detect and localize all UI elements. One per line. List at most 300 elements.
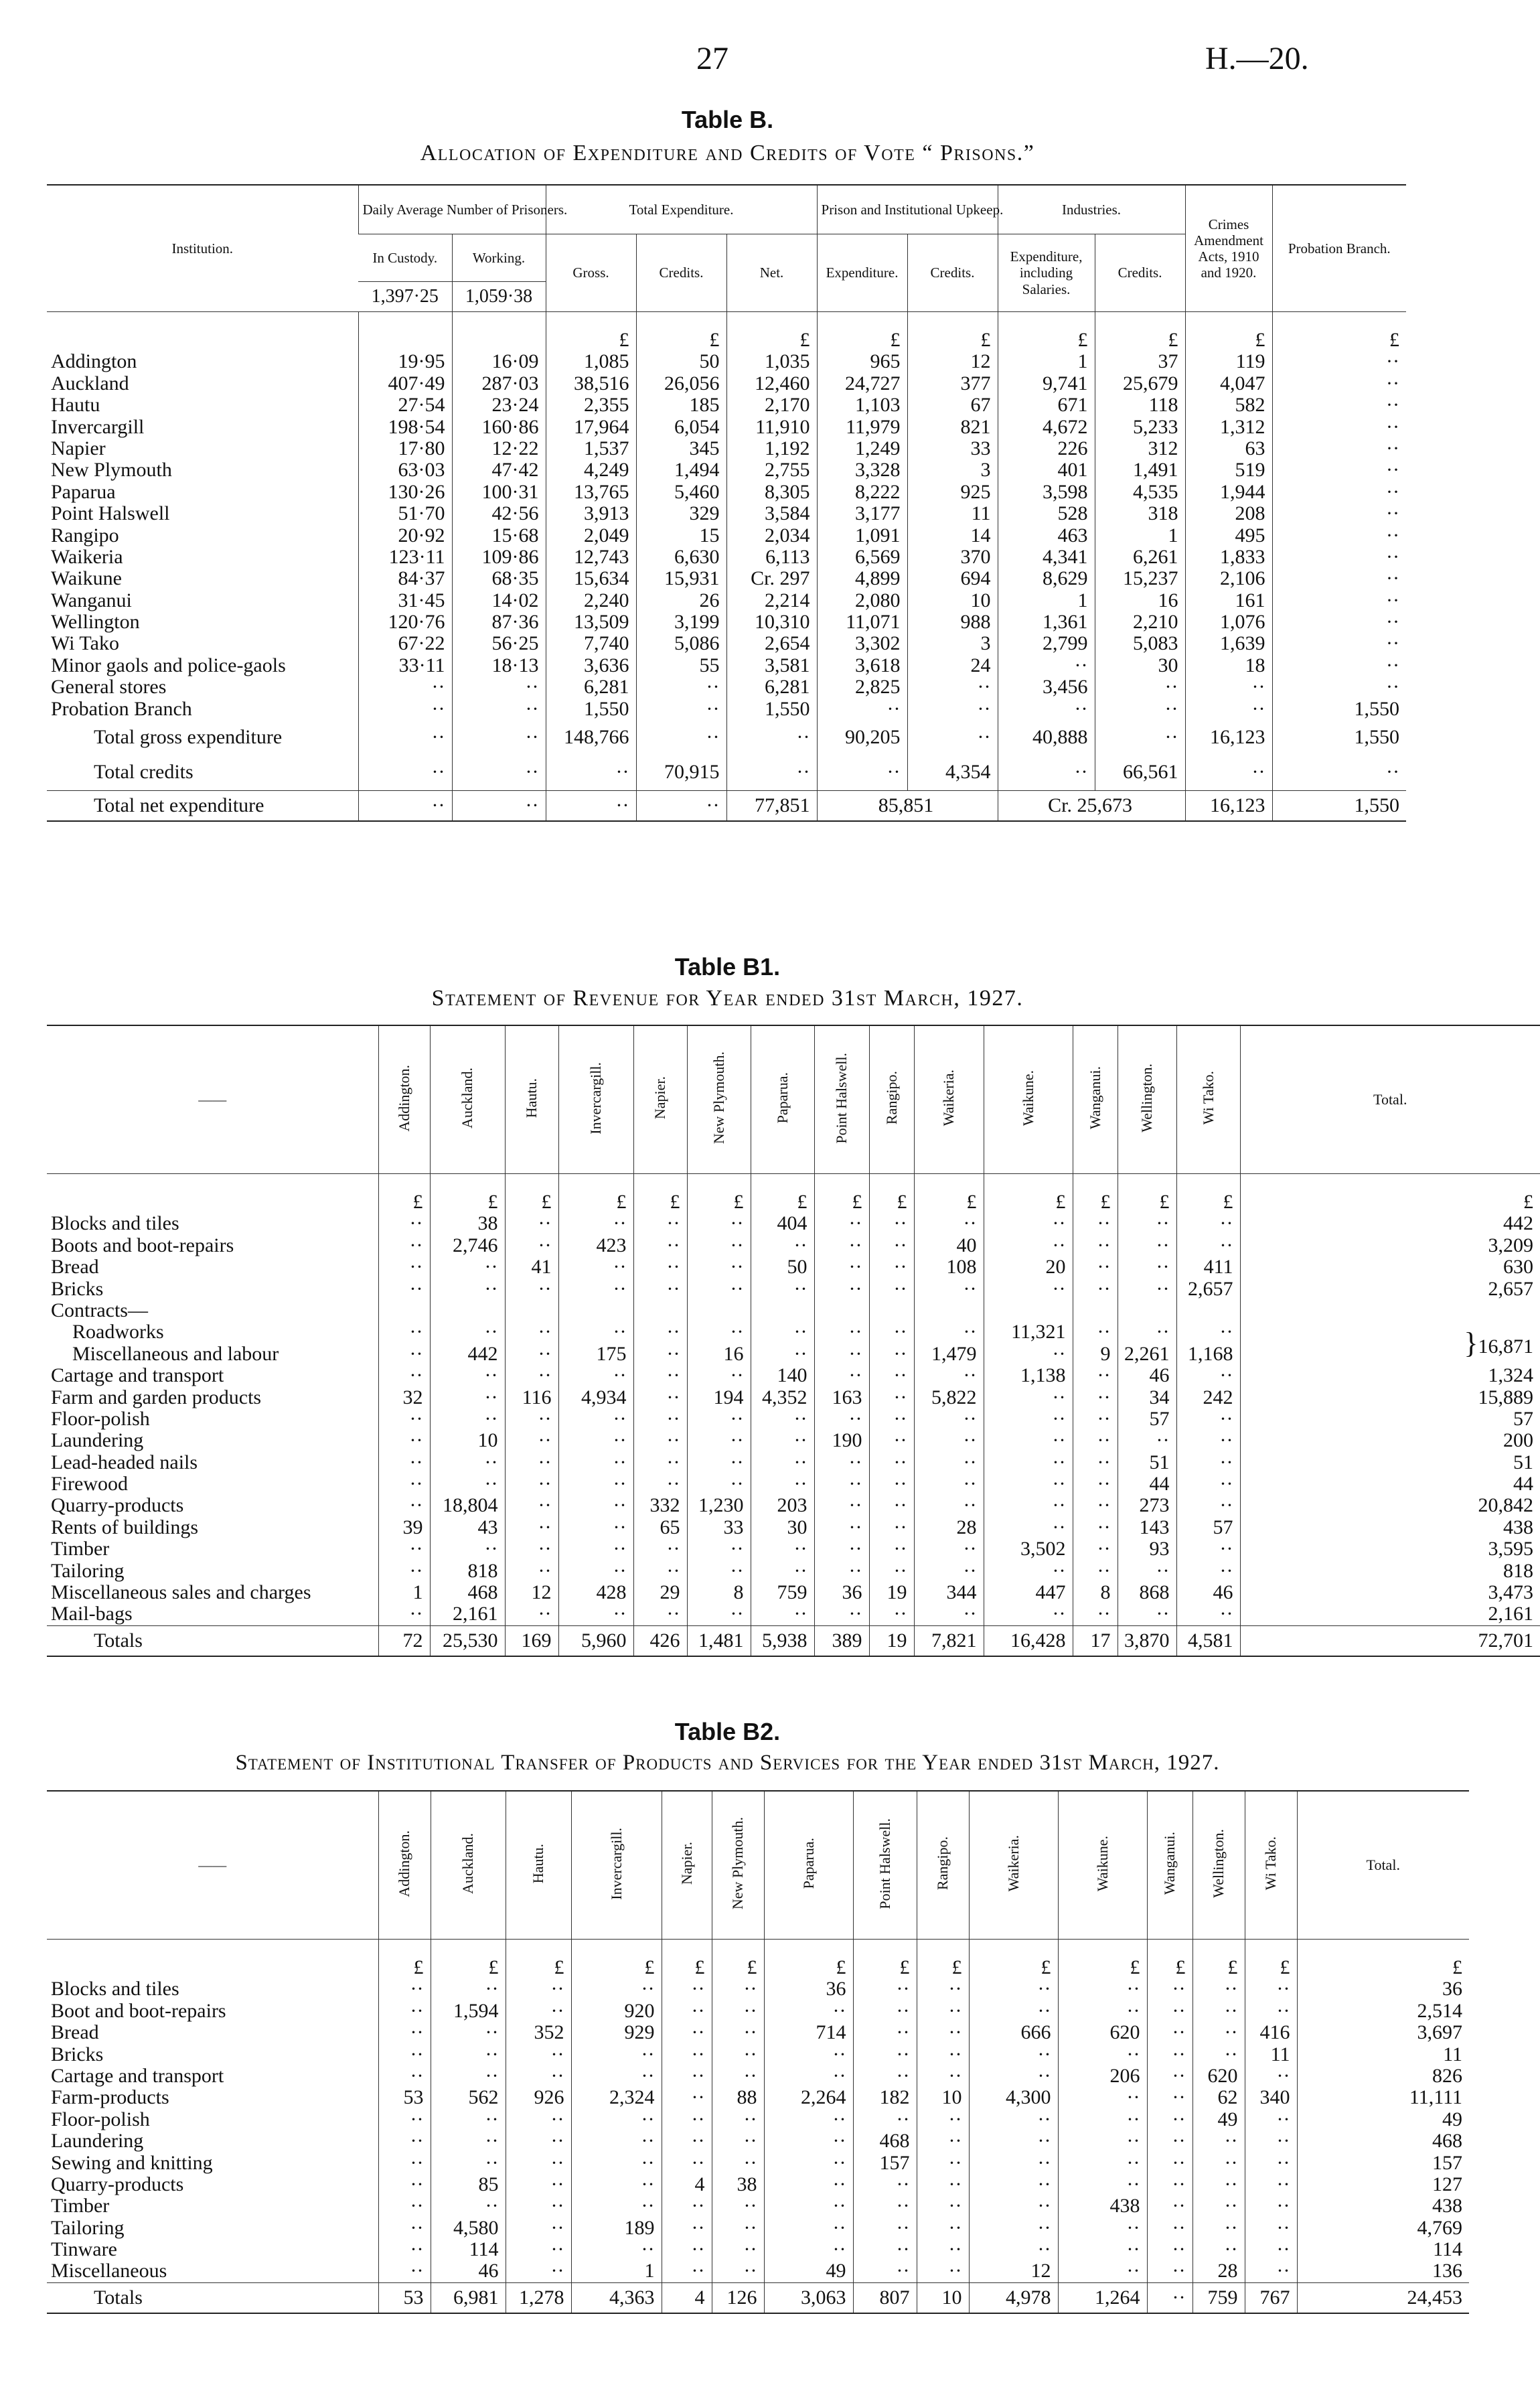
- table-cell: 407·49: [358, 373, 452, 394]
- table-cell: ··: [869, 1343, 914, 1365]
- table-cell: 519: [1185, 459, 1272, 481]
- table-row: [47, 1408, 1540, 1430]
- column-header-label: Point Halswell.: [833, 1052, 850, 1144]
- institution-name: Rangipo: [51, 524, 119, 546]
- table-cell: 495: [1185, 525, 1272, 546]
- table-cell: 24,453: [1297, 2282, 1469, 2313]
- table-cell: 5,460: [636, 482, 726, 503]
- table-cell: 2,324: [571, 2087, 662, 2108]
- column-header-label: Total.: [1373, 1091, 1407, 1108]
- table-cell: 1,324: [1240, 1365, 1540, 1386]
- table-cell: 10: [907, 590, 998, 611]
- table-cell: ··: [431, 2153, 506, 2174]
- table-cell: ··: [1058, 2217, 1147, 2239]
- table-cell: ··: [969, 2217, 1058, 2239]
- table-cell: 1,312: [1185, 417, 1272, 438]
- table-cell: 1,278: [506, 2282, 571, 2313]
- currency-symbol: £: [662, 1940, 712, 1979]
- table-cell: ··: [914, 1603, 984, 1625]
- table-cell: ··: [662, 2065, 712, 2087]
- table-cell: 287·03: [452, 373, 546, 394]
- column-header: [505, 1025, 558, 1174]
- table-cell: ··: [1147, 2000, 1192, 2022]
- row-label: Timber: [51, 2195, 110, 2217]
- table-cell: ··: [506, 2153, 571, 2174]
- table-cell: ··: [1192, 2217, 1245, 2239]
- table-cell: 426: [633, 1625, 687, 1656]
- table-row: [47, 2174, 1469, 2195]
- table-cell: 3,302: [817, 633, 907, 654]
- column-header-label: Hautu.: [530, 1843, 547, 1884]
- table-cell: ··: [1147, 2153, 1192, 2174]
- table-row: [47, 590, 1406, 611]
- table-cell: 1,833: [1185, 546, 1272, 568]
- column-header-label: Waikeria.: [940, 1070, 957, 1126]
- table-cell: ··: [984, 1387, 1073, 1408]
- table-row: [47, 2022, 1469, 2043]
- table-cell: ··: [506, 2130, 571, 2152]
- table-cell: 33: [687, 1517, 751, 1538]
- table-cell: ··: [1192, 2130, 1245, 2152]
- table-cell: ··: [1272, 394, 1406, 416]
- table-cell: ··: [869, 1321, 914, 1343]
- table-cell: 200: [1240, 1430, 1540, 1451]
- table-cell: ··: [712, 2153, 764, 2174]
- currency-symbol: £: [726, 312, 817, 352]
- table-b2-title: Table B2.: [674, 1718, 781, 1745]
- contracts-row: [47, 1321, 1540, 1343]
- table-cell: ··: [1272, 373, 1406, 394]
- table-cell: 43: [430, 1517, 505, 1538]
- table-cell: 389: [814, 1625, 869, 1656]
- table-cell: ··: [712, 2260, 764, 2282]
- table-cell: ··: [1176, 1408, 1240, 1430]
- table-cell: ··: [558, 1473, 633, 1495]
- table-cell: ··: [662, 2022, 712, 2043]
- table-cell: 340: [1245, 2087, 1297, 2108]
- table-cell: ··: [1073, 1408, 1118, 1430]
- table-cell: 62: [1192, 2087, 1245, 2108]
- table-cell: ··: [984, 1473, 1073, 1495]
- table-cell: ··: [853, 2260, 917, 2282]
- table-cell: ··: [571, 2239, 662, 2260]
- table-cell: ··: [914, 1560, 984, 1582]
- table-cell: ··: [1058, 2000, 1147, 2022]
- table-cell: ··: [1192, 2000, 1245, 2022]
- table-cell: ··: [1272, 525, 1406, 546]
- row-label: Bricks: [51, 1277, 104, 1300]
- table-cell: ··: [430, 1321, 505, 1343]
- currency-symbol: £: [558, 1174, 633, 1214]
- table-cell: ··: [1272, 611, 1406, 633]
- table-cell: 206: [1058, 2065, 1147, 2087]
- table-cell: ··: [917, 2044, 969, 2065]
- table-cell: ··: [984, 1452, 1073, 1473]
- table-cell: ··: [914, 1495, 984, 1516]
- table-cell: 119: [1185, 351, 1272, 372]
- table-cell: ··: [1058, 2174, 1147, 2195]
- table-cell: ··: [1073, 1365, 1118, 1386]
- table-cell: ··: [358, 676, 452, 698]
- table-cell: ··: [431, 2195, 506, 2217]
- table-cell: ··: [853, 2109, 917, 2130]
- table-cell: ··: [505, 1495, 558, 1516]
- table-cell: ··: [633, 1560, 687, 1582]
- table-cell: 401: [998, 459, 1095, 481]
- header-credits: Credits.: [636, 234, 726, 312]
- table-cell: 175: [558, 1343, 633, 1365]
- currency-symbol: £: [571, 1940, 662, 1979]
- row-label: Timber: [51, 1538, 110, 1560]
- table-cell: ··: [869, 1603, 914, 1625]
- table-row: [47, 2153, 1469, 2174]
- table-cell: ··: [984, 1560, 1073, 1582]
- column-header: [1245, 1791, 1297, 1940]
- table-cell: 3,473: [1240, 1582, 1540, 1603]
- row-label: Laundering: [51, 1429, 144, 1452]
- table-cell: ··: [452, 699, 546, 720]
- table-cell: ··: [764, 2065, 853, 2087]
- table-cell: 4,300: [969, 2087, 1058, 2108]
- table-cell: 16,123: [1185, 720, 1272, 755]
- table-cell: 370: [907, 546, 998, 568]
- row-label: Quarry-products: [51, 1494, 184, 1517]
- table-cell: ··: [558, 1452, 633, 1473]
- table-cell: 4,352: [751, 1387, 814, 1408]
- table-cell: 44: [1240, 1473, 1540, 1495]
- header-industries-credits: Credits.: [1095, 234, 1185, 312]
- table-cell: ··: [505, 1603, 558, 1625]
- table-cell: ··: [687, 1560, 751, 1582]
- table-cell: ··: [662, 2217, 712, 2239]
- table-cell: 377: [907, 373, 998, 394]
- table-cell: 161: [1185, 590, 1272, 611]
- table-row: [47, 1473, 1540, 1495]
- table-cell: ··: [914, 1279, 984, 1300]
- table-cell: 100·31: [452, 482, 546, 503]
- column-header-label: Addington.: [396, 1830, 413, 1897]
- column-header-label: Wanganui.: [1086, 1066, 1103, 1130]
- table-cell: 65: [633, 1517, 687, 1538]
- table-cell: ··: [506, 2239, 571, 2260]
- table-cell: ··: [1192, 2174, 1245, 2195]
- table-cell: ··: [1095, 699, 1185, 720]
- table-cell: 18: [1185, 655, 1272, 676]
- table-cell: ··: [378, 2217, 431, 2239]
- table-cell: ··: [1058, 2260, 1147, 2282]
- table-cell: ··: [1073, 1387, 1118, 1408]
- table-cell: ··: [751, 1603, 814, 1625]
- table-cell: ··: [430, 1279, 505, 1300]
- table-cell: 143: [1118, 1517, 1176, 1538]
- table-cell: 68·35: [452, 568, 546, 589]
- table-cell: 2,161: [430, 1603, 505, 1625]
- totals-label: Totals: [47, 1625, 378, 1656]
- table-cell: ··: [814, 1603, 869, 1625]
- table-cell: ··: [751, 1279, 814, 1300]
- currency-symbol: £: [687, 1174, 751, 1214]
- table-cell: ··: [506, 2195, 571, 2217]
- table-row: [47, 2044, 1469, 2065]
- institution-name: New Plymouth: [51, 459, 172, 482]
- table-cell: 33: [907, 438, 998, 459]
- column-header-label: Auckland.: [459, 1067, 476, 1128]
- table-cell: 582: [1185, 394, 1272, 416]
- table-cell: 714: [764, 2022, 853, 2043]
- row-label: Bread: [51, 2021, 99, 2044]
- table-row: [47, 2239, 1469, 2260]
- table-cell: 2,261: [1118, 1343, 1176, 1365]
- table-cell: 63: [1185, 438, 1272, 459]
- table-cell: ··: [378, 1430, 430, 1451]
- table-cell: ··: [764, 2195, 853, 2217]
- table-cell: 4,978: [969, 2282, 1058, 2313]
- column-header: [1073, 1025, 1118, 1174]
- table-cell: ··: [1176, 1603, 1240, 1625]
- table-row: [47, 1365, 1540, 1386]
- table-cell: 4,934: [558, 1387, 633, 1408]
- table-cell: 10,310: [726, 611, 817, 633]
- row-label: Miscellaneous sales and charges: [51, 1581, 311, 1604]
- table-cell: ··: [984, 1213, 1073, 1234]
- table-cell: 120·76: [358, 611, 452, 633]
- table-cell: 3,584: [726, 503, 817, 524]
- table-cell: 7,740: [546, 633, 636, 654]
- table-cell: ··: [817, 699, 907, 720]
- table-cell: 25,530: [430, 1625, 505, 1656]
- table-cell: 57: [1176, 1517, 1240, 1538]
- table-cell: ··: [1147, 2239, 1192, 2260]
- table-row: [47, 1452, 1540, 1473]
- column-header: [378, 1025, 430, 1174]
- table-cell: 1: [378, 1582, 430, 1603]
- row-label: Rents of buildings: [51, 1516, 199, 1538]
- table-cell: 1,550: [546, 699, 636, 720]
- table-cell: 4,899: [817, 568, 907, 589]
- table-cell: ··: [726, 720, 817, 755]
- table-cell: 18,804: [430, 1495, 505, 1516]
- institution-name: Wellington: [51, 611, 140, 634]
- row-label: Floor-polish: [51, 1407, 150, 1430]
- table-cell: ··: [814, 1365, 869, 1386]
- table-cell: ··: [571, 2130, 662, 2152]
- table-cell: ··: [726, 755, 817, 790]
- table-cell: ··: [633, 1343, 687, 1365]
- column-header: [571, 1791, 662, 1940]
- table-cell: ··: [378, 1279, 430, 1300]
- table-cell: ··: [430, 1408, 505, 1430]
- table-cell: 28: [914, 1517, 984, 1538]
- table-cell: 12,743: [546, 546, 636, 568]
- table-cell: ··: [378, 1603, 430, 1625]
- table-cell: ··: [506, 2260, 571, 2282]
- table-cell: 1,550: [1272, 699, 1406, 720]
- table-cell: ··: [662, 2239, 712, 2260]
- table-cell: ··: [1272, 676, 1406, 698]
- table-cell: ··: [662, 2109, 712, 2130]
- contracts-total: [1240, 1321, 1540, 1365]
- row-label: Cartage and transport: [51, 1364, 224, 1387]
- table-cell: ··: [1118, 1279, 1176, 1300]
- table-cell: ··: [1147, 2195, 1192, 2217]
- currency-symbol: £: [869, 1174, 914, 1214]
- table-cell: ··: [998, 755, 1095, 790]
- table-cell: 2,746: [430, 1235, 505, 1256]
- table-cell: ··: [378, 1365, 430, 1386]
- row-label: Sewing and knitting: [51, 2151, 213, 2174]
- table-cell: ··: [1073, 1430, 1118, 1451]
- table-cell: 157: [853, 2153, 917, 2174]
- table-cell: ··: [1073, 1560, 1118, 1582]
- column-header: [814, 1025, 869, 1174]
- table-row: [47, 1495, 1540, 1516]
- table-row: [47, 568, 1406, 589]
- table-cell: 2,170: [726, 394, 817, 416]
- table-cell: ··: [1176, 1321, 1240, 1343]
- column-header-label: Auckland.: [459, 1832, 477, 1894]
- table-cell: ··: [1245, 2130, 1297, 2152]
- table-cell: 41: [505, 1256, 558, 1278]
- table-cell: ··: [378, 1321, 430, 1343]
- contracts-item-label: Roadworks: [72, 1321, 164, 1343]
- table-cell: 6,113: [726, 546, 817, 568]
- table-cell: ··: [907, 720, 998, 755]
- currency-symbol: £: [378, 1174, 430, 1214]
- table-cell: 16,428: [984, 1625, 1073, 1656]
- table-cell: ··: [505, 1279, 558, 1300]
- table-cell: ··: [1118, 1603, 1176, 1625]
- table-cell: ··: [506, 2000, 571, 2022]
- row-label: Blocks and tiles: [51, 1212, 179, 1235]
- table-cell: 5,086: [636, 633, 726, 654]
- table-cell: ··: [712, 2044, 764, 2065]
- table-cell: ··: [969, 2044, 1058, 2065]
- column-header-label: Hautu.: [523, 1078, 540, 1118]
- table-cell: ··: [917, 2195, 969, 2217]
- table-cell: ··: [751, 1321, 814, 1343]
- table-cell: 447: [984, 1582, 1073, 1603]
- table-cell: 140: [751, 1365, 814, 1386]
- table-cell: 1,479: [914, 1343, 984, 1365]
- table-cell: 3,199: [636, 611, 726, 633]
- table-cell: 72,701: [1240, 1625, 1540, 1656]
- table-cell: ··: [751, 1235, 814, 1256]
- table-cell: ··: [431, 2109, 506, 2130]
- table-cell: 108: [914, 1256, 984, 1278]
- table-cell: 24: [907, 655, 998, 676]
- row-label: Farm-products: [51, 2086, 169, 2109]
- table-cell: 1,035: [726, 351, 817, 372]
- table-cell: 4,047: [1185, 373, 1272, 394]
- currency-symbol: £: [969, 1940, 1058, 1979]
- table-cell: ··: [358, 699, 452, 720]
- table-cell: ··: [1272, 655, 1406, 676]
- institution-name: Hautu: [51, 394, 100, 417]
- table-cell: 11: [1245, 2044, 1297, 2065]
- header-daily-average: Daily Average Number of Prisoners.: [358, 185, 546, 234]
- table-cell: 344: [914, 1582, 984, 1603]
- table-cell: 929: [571, 2022, 662, 2043]
- currency-symbol: £: [505, 1174, 558, 1214]
- table-row: [47, 1538, 1540, 1560]
- row-label: Lead-headed nails: [51, 1451, 198, 1473]
- table-cell: 4,535: [1095, 482, 1185, 503]
- column-header: [751, 1025, 814, 1174]
- table-cell: 12·22: [452, 438, 546, 459]
- table-cell: ··: [430, 1365, 505, 1386]
- table-row: [47, 633, 1406, 654]
- table-cell: ··: [687, 1213, 751, 1234]
- table-cell: 50: [751, 1256, 814, 1278]
- table-cell: ··: [712, 2217, 764, 2239]
- table-cell: 423: [558, 1235, 633, 1256]
- table-cell: 3,618: [817, 655, 907, 676]
- column-header-label: Waikune.: [1093, 1835, 1111, 1891]
- table-cell: 46: [1176, 1582, 1240, 1603]
- table-cell: 157: [1297, 2153, 1469, 2174]
- table-cell: ··: [1147, 2217, 1192, 2239]
- table-cell: ··: [1073, 1321, 1118, 1343]
- table-cell: ··: [907, 676, 998, 698]
- currency-symbol: £: [1147, 1940, 1192, 1979]
- table-cell: ··: [378, 1473, 430, 1495]
- table-cell: ··: [1176, 1213, 1240, 1234]
- table-cell: ··: [571, 2065, 662, 2087]
- row-label: Quarry-products: [51, 2173, 184, 2195]
- header-net: Net.: [726, 234, 817, 312]
- table-cell: 169: [505, 1625, 558, 1656]
- table-cell: 26,056: [636, 373, 726, 394]
- table-cell: ··: [431, 2065, 506, 2087]
- table-cell: ··: [571, 2153, 662, 2174]
- table-cell: 404: [751, 1213, 814, 1234]
- table-cell: ··: [1147, 2260, 1192, 2282]
- table-cell: ··: [1147, 2130, 1192, 2152]
- table-cell: 7,821: [914, 1625, 984, 1656]
- table-cell: 15·68: [452, 525, 546, 546]
- table-cell: ··: [1192, 2239, 1245, 2260]
- table-cell: ··: [505, 1213, 558, 1234]
- table-cell: ··: [914, 1452, 984, 1473]
- table-cell: ··: [853, 2217, 917, 2239]
- net-expenditure-row: [47, 790, 1406, 821]
- table-cell: 2,214: [726, 590, 817, 611]
- table-cell: ··: [1073, 1235, 1118, 1256]
- table-cell: 16: [687, 1343, 751, 1365]
- table-b2: [47, 1790, 1469, 2314]
- table-cell: 468: [853, 2130, 917, 2152]
- table-cell: 442: [1240, 1213, 1540, 1234]
- table-cell: 208: [1185, 503, 1272, 524]
- table-row: [47, 655, 1406, 676]
- table-cell: ··: [636, 676, 726, 698]
- table-cell: ··: [869, 1408, 914, 1430]
- table-cell: ··: [505, 1538, 558, 1560]
- table-cell: ··: [869, 1279, 914, 1300]
- column-header: [378, 1791, 431, 1940]
- column-header-label: Rangipo.: [934, 1836, 951, 1891]
- table-cell: 1,249: [817, 438, 907, 459]
- table-cell: ··: [633, 1603, 687, 1625]
- table-cell: ··: [869, 1387, 914, 1408]
- table-cell: 1,264: [1058, 2282, 1147, 2313]
- table-cell: 4,341: [998, 546, 1095, 568]
- table-cell: ··: [917, 2174, 969, 2195]
- table-cell: ··: [869, 1495, 914, 1516]
- table-cell: 2,514: [1297, 2000, 1469, 2022]
- institution-name: Invercargill: [51, 415, 145, 438]
- table-cell: 109·86: [452, 546, 546, 568]
